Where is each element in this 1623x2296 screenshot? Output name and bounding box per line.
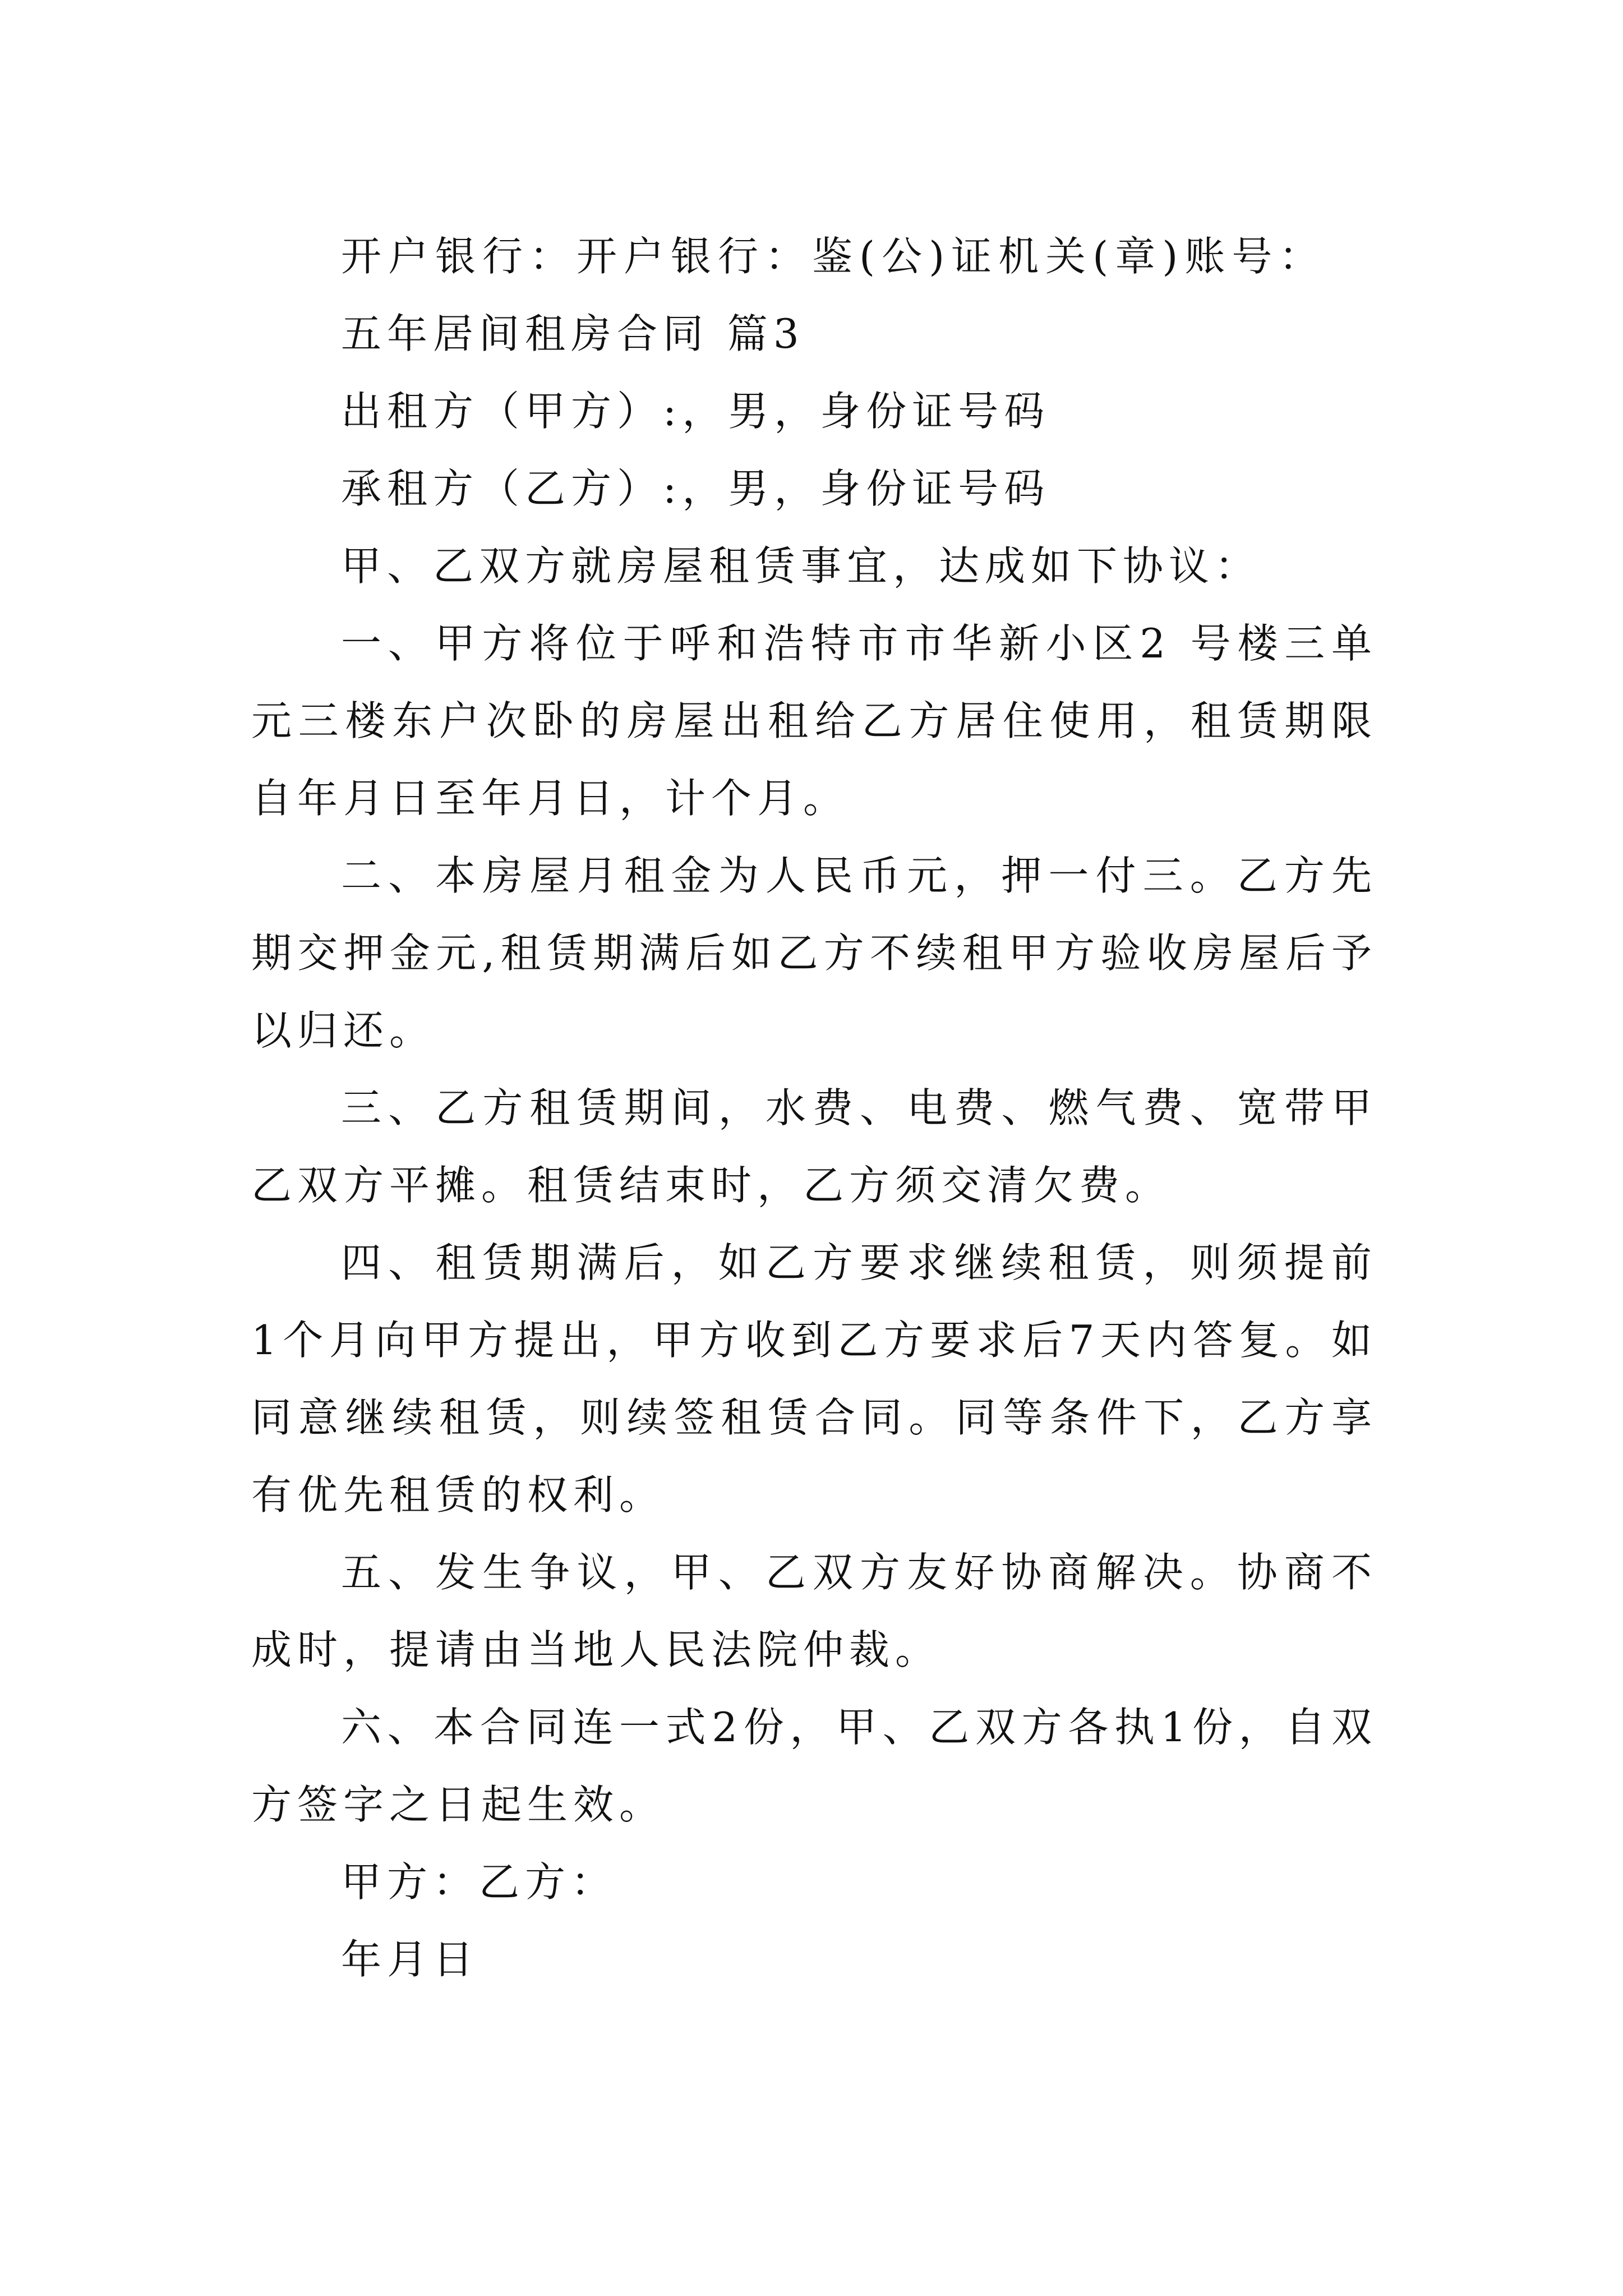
signature-line: 甲方：乙方： <box>341 1858 617 1906</box>
bank-account-line: 开户银行：开户银行：鉴(公)证机关(章)账号： <box>341 233 1326 280</box>
clause-6: 六、本合同连一式2份，甲、乙双方各执1份，自双方签字之日起生效。 <box>251 1704 1377 1828</box>
lessor-line: 出租方（甲方）:，男，身份证号码 <box>341 388 1050 435</box>
document-body <box>251 218 1377 1998</box>
date-line: 年月日 <box>341 1936 479 1983</box>
clause-2: 二、本房屋月租金为人民币元，押一付三。乙方先期交押金元,租赁期满后如乙方不续租甲方验收房屋后予以归还。 <box>251 852 1377 1054</box>
lessee-line: 承租方（乙方）:，男，身份证号码 <box>341 465 1050 512</box>
agreement-intro: 甲、乙双方就房屋租赁事宜，达成如下协议： <box>341 542 1261 590</box>
section-title: 五年居间租房合同 篇3 <box>341 310 805 357</box>
clause-4: 四、租赁期满后，如乙方要求继续租赁，则须提前1个月向甲方提出，甲方收到乙方要求后7天内答复。如同意继续租赁，则续签租赁合同。同等条件下，乙方享有优先租赁的权利。 <box>251 1239 1377 1519</box>
clause-5: 五、发生争议，甲、乙双方友好协商解决。协商不成时，提请由当地人民法院仲裁。 <box>251 1549 1377 1673</box>
clause-1: 一、甲方将位于呼和浩特市市华新小区2 号楼三单元三楼东户次卧的房屋出租给乙方居住使用，租赁期限自年月日至年月日，计个月。 <box>251 620 1377 822</box>
clause-3: 三、乙方租赁期间，水费、电费、燃气费、宽带甲乙双方平摊。租赁结束时，乙方须交清欠费。 <box>251 1084 1377 1209</box>
